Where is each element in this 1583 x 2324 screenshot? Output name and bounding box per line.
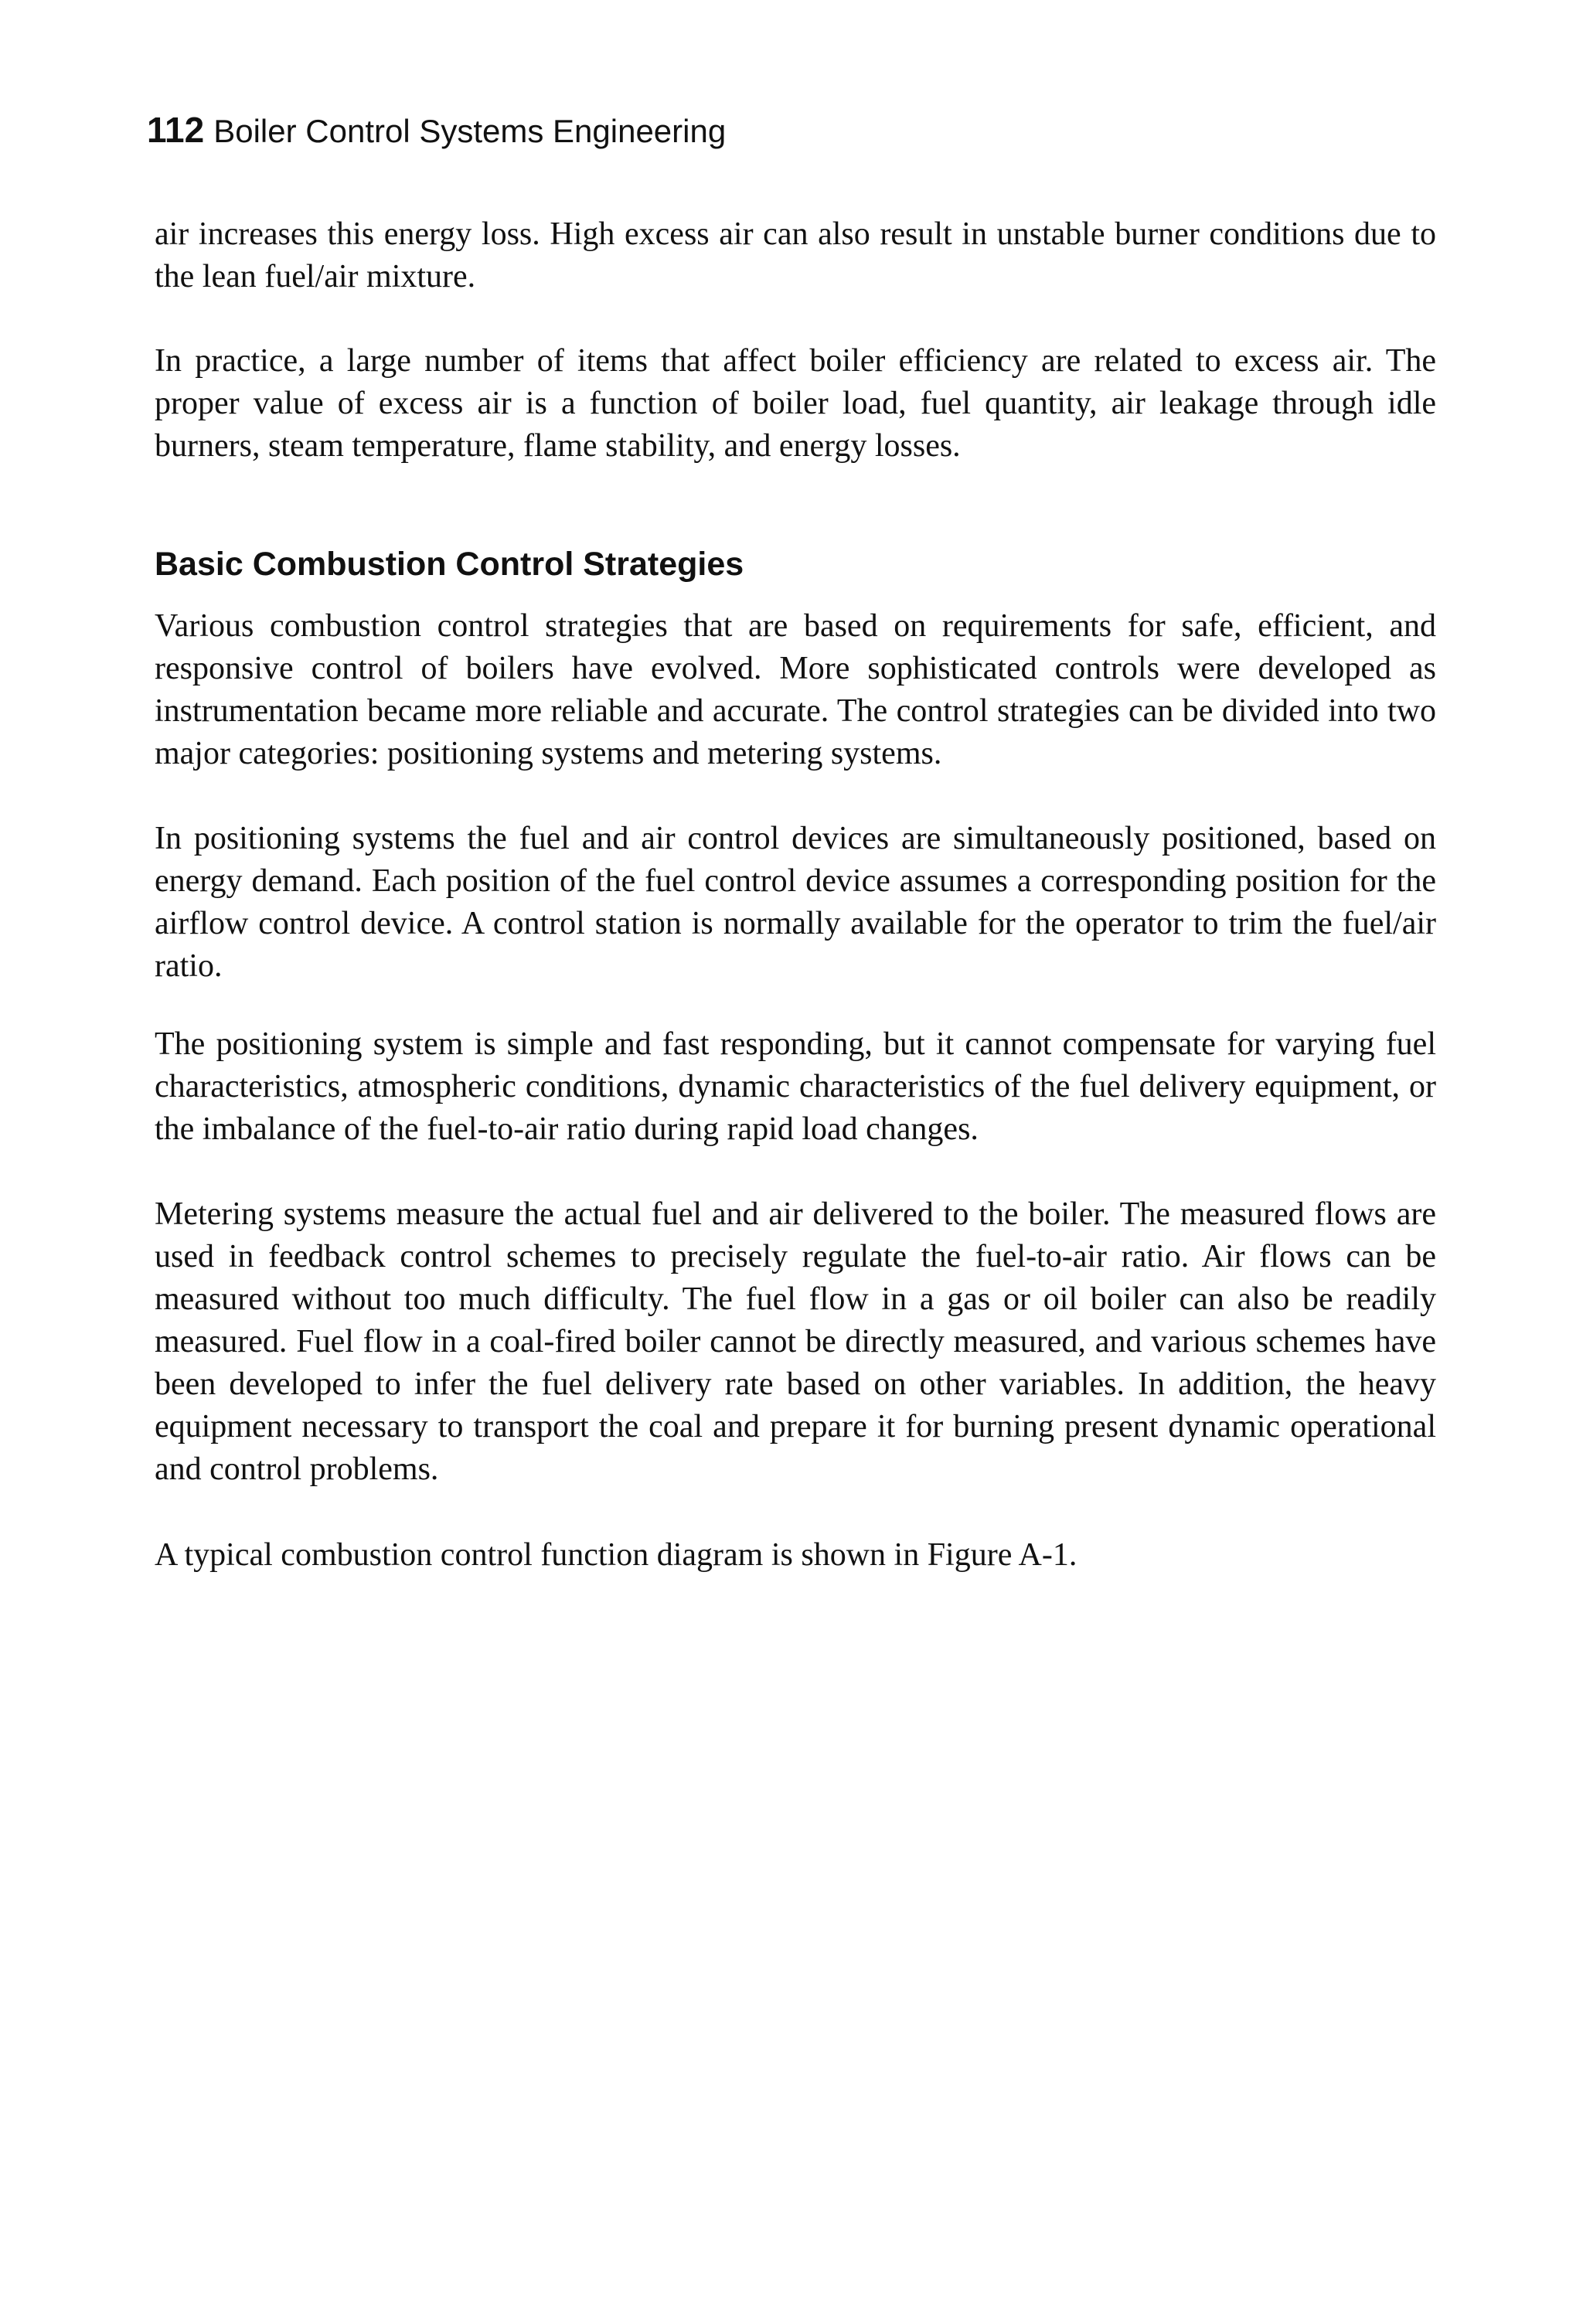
- paragraph-control-strategies: Various combustion control strategies that are based on requirements for safe, efficient, and responsive control of boilers have evolved. More sophisticated controls were developed as instrumentation became more reliable and accurate. The control strategies can be divided into two major categories: positioning systems and metering systems.: [155, 608, 1436, 771]
- paragraph-positioning-systems: In positioning systems the fuel and air control devices are simultaneously positioned, based on energy demand. Each position of the fuel control device assumes a corresponding position for the airflow control device. A control station is normally available for the operator to trim the fuel/air ratio.: [155, 821, 1436, 984]
- book-title: Boiler Control Systems Engineering: [213, 113, 727, 149]
- page-number: 112: [147, 110, 205, 150]
- paragraph-excess-air-loss: air increases this energy loss. High excess air can also result in unstable burner conditions due to the lean fuel/air mixture.: [155, 216, 1436, 294]
- paragraph-metering-systems: Metering systems measure the actual fuel and air delivered to the boiler. The measured flows are used in feedback control schemes to precisely regulate the fuel-to-air ratio. Air flows can be measured without too much difficulty. The fuel flow in a gas or oil boiler can also be readily measured. Fuel flow in a coal-fired boiler cannot be directly measured, and various schemes have been developed to infer the fuel delivery rate based on other variables. In addition, the heavy equipment necessary to transport the coal and prepare it for burning present dynamic operational and control problems.: [155, 1196, 1436, 1487]
- paragraph-excess-air-practice: In practice, a large number of items that affect boiler efficiency are related to excess air. The proper value of excess air is a function of boiler load, fuel quantity, air leakage through idle burners, steam temperature, flame stability, and energy losses.: [155, 343, 1436, 464]
- paragraph-figure-reference: A typical combustion control function diagram is shown in Figure A-1.: [155, 1537, 1077, 1573]
- running-head: [147, 107, 726, 155]
- paragraph-positioning-limitations: The positioning system is simple and fast responding, but it cannot compensate for varying fuel characteristics, atmospheric conditions, dynamic characteristics of the fuel delivery equipment, or the imbalance of the fuel-to-air ratio during rapid load changes.: [155, 1026, 1436, 1147]
- section-heading: Basic Combustion Control Strategies: [155, 546, 744, 583]
